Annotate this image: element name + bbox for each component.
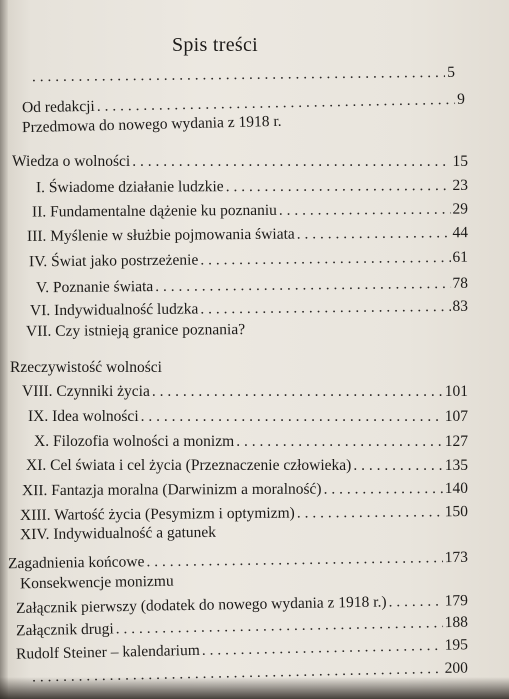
toc-entry-title: VII. Czy istnieją granice poznania?	[25, 321, 246, 340]
toc-page-number: 9	[457, 90, 466, 108]
toc-entry-title: Zagadnienia końcowe	[7, 553, 145, 573]
toc-entry-title: IX. Idea wolności	[28, 408, 139, 425]
dot-leader	[297, 503, 443, 522]
toc-entry-title: Rudolf Steiner – kalendarium	[15, 641, 200, 663]
page-title: Spis treści	[171, 34, 259, 56]
toc-row	[29, 249, 468, 272]
toc-page-number: 78	[452, 274, 469, 292]
toc-entry-title: III. Myślenie w służbie pojmowania świata	[26, 225, 295, 245]
toc-row	[26, 321, 245, 341]
toc-page-number: 15	[452, 153, 468, 170]
toc-row	[12, 153, 468, 171]
toc-row	[26, 457, 468, 475]
toc-entry-title: V. Poznanie świata	[35, 278, 154, 297]
toc-row	[32, 200, 468, 221]
toc-entry-title: VIII. Czynniki życia	[22, 383, 150, 400]
toc-page-number: 101	[444, 383, 468, 400]
dot-leader	[297, 224, 451, 243]
toc-entry-title: Załącznik drugi	[15, 620, 114, 640]
toc-page-number: 150	[444, 503, 469, 521]
toc-page-number: 179	[444, 592, 469, 610]
toc-row	[20, 524, 216, 544]
toc-row	[16, 614, 468, 641]
dot-leader	[155, 275, 450, 296]
toc-page-number: 29	[452, 200, 469, 218]
toc-page-number: 188	[444, 613, 469, 632]
dot-leader	[152, 383, 443, 401]
dot-leader	[200, 249, 450, 270]
toc-entry-title: X. Filozofia wolności a monizm	[34, 433, 235, 450]
toc-page-number: 195	[444, 636, 469, 654]
toc-page-number: 61	[452, 248, 469, 266]
toc-page-number: 23	[452, 176, 469, 194]
toc-row	[22, 480, 468, 500]
toc-row	[34, 433, 468, 451]
toc-row	[36, 275, 468, 298]
toc-page-number: 107	[444, 408, 468, 425]
toc-entry-title: XIV. Indywidualność a gatunek	[19, 523, 217, 544]
page-bottom-shadow	[0, 677, 509, 699]
toc-page-number: 44	[452, 224, 469, 242]
dot-leader	[236, 433, 443, 451]
toc-row	[20, 503, 468, 525]
toc-entry-title: Konsekwencje monizmu	[19, 572, 174, 593]
dot-leader	[146, 549, 443, 571]
toc-page-number: 83	[452, 297, 469, 315]
dot-leader	[116, 614, 443, 638]
toc-page-number: 173	[444, 548, 469, 567]
dot-leader	[226, 177, 451, 196]
toc-row	[16, 636, 468, 663]
toc-entry-title: XI. Cel świata i cel życia (Przeznaczenie człowieka)	[26, 457, 352, 474]
dot-leader	[324, 480, 443, 499]
dot-leader	[132, 153, 450, 171]
toc-entry-title: VI. Indywidualność ludzka	[29, 300, 199, 320]
dot-leader	[32, 64, 445, 86]
toc-entry-title: I. Świadome działanie ludzkie	[35, 178, 224, 197]
dot-leader	[279, 201, 451, 220]
toc-page-number: 140	[444, 479, 469, 497]
toc-page-number: 5	[447, 63, 456, 81]
toc-entry-title: XIII. Wartość życia (Pesymizm i optymizm)	[19, 504, 295, 524]
toc-entry-title: Rzeczywistość wolności	[10, 359, 162, 376]
toc-page-number: 200	[444, 659, 469, 677]
toc-row	[8, 549, 468, 573]
toc-row	[36, 177, 468, 197]
toc-row	[30, 298, 468, 321]
toc-entry-title: Przedmowa do nowego wydania z 1918 r.	[21, 112, 282, 137]
toc-row	[20, 573, 174, 594]
dot-leader	[353, 457, 442, 475]
toc-page-number: 127	[444, 433, 468, 450]
toc-entry-title: XII. Fantazja moralna (Darwinizm a moralność)	[21, 480, 322, 500]
toc-row	[30, 64, 455, 86]
dot-leader	[200, 298, 450, 319]
toc-page-number: 135	[444, 457, 468, 474]
toc-row	[10, 359, 162, 377]
toc-row	[22, 383, 468, 401]
toc-row	[27, 224, 468, 246]
dot-leader	[202, 637, 443, 660]
toc-entry-title: Załącznik pierwszy (dodatek do nowego wydania z 1918 r.)	[15, 593, 387, 617]
dot-leader	[388, 592, 442, 611]
toc-entry-title: Wiedza o wolności	[12, 153, 131, 170]
toc-row	[28, 408, 468, 426]
dot-leader	[141, 408, 443, 426]
toc-entry-title: II. Fundamentalne dążenie ku poznaniu	[31, 201, 277, 221]
toc-entry-title: IV. Świat jako postrzeżenie	[28, 251, 199, 271]
toc-entry-title: Od redakcji	[21, 97, 95, 117]
